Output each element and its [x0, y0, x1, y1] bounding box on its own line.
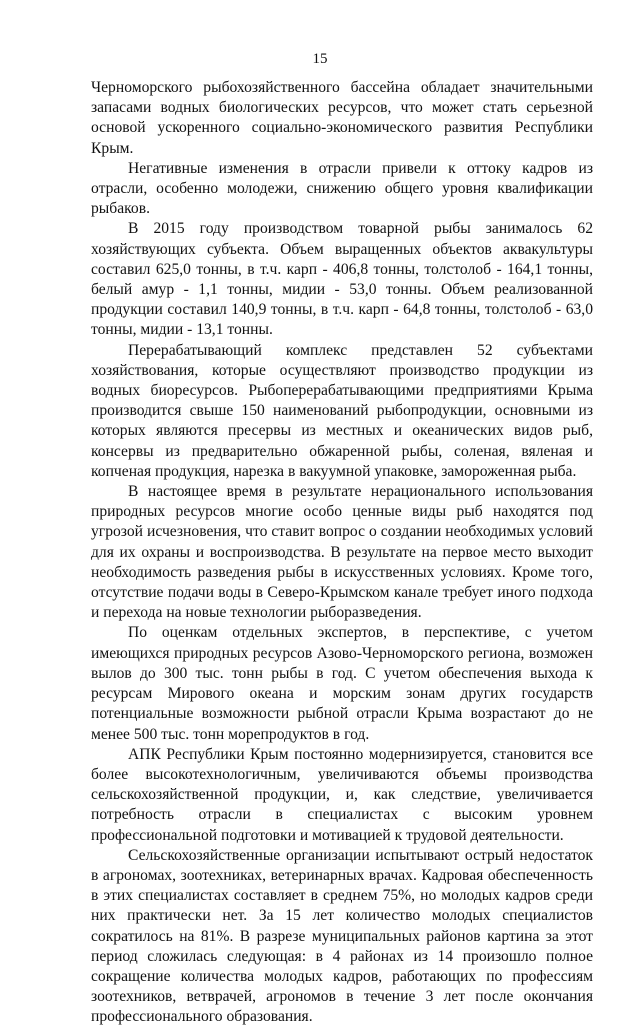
paragraph: Сельскохозяйственные организации испытывают острый недостаток в агрономах, зоотехниках, ветеринарных врачах. Кадровая обеспеченность в этих специалистах составляет в среднем 75%, но молодых кадров среди них практически нет. За 15 лет количество молодых специалистов сократилось на 81%. В разрезе муниципальных районов картина за этот период сложилась следующая: в 4 районах из 14 произошло полное сокращение количества молодых кадров, работающих по профессиям зоотехников, ветврачей, агрономов в течение 3 лет после окончания профессионального образования. [91, 846, 593, 1026]
paragraph: В 2015 году производством товарной рыбы занималось 62 хозяйствующих субъекта. Объем выращенных объектов аквакультуры составил 625,0 тонны, в т.ч. карп - 406,8 тонны, толстолоб - 164,1 тонны, белый амур - 1,1 тонны, мидии - 53,0 тонны. Объем реализованной продукции составил 140,9 тонны, в т.ч. карп - 64,8 тонны, толстолоб - 63,0 тонны, мидии - 13,1 тонны. [91, 220, 593, 339]
paragraph: Перерабатывающий комплекс представлен 52 субъектами хозяйствования, которые осуществляют производство продукции из водных биоресурсов. Рыбоперерабатывающими предприятиями Крыма производится свыше 150 наименований рыбопродукции, основными из которых являются пресервы из местных и океанических видов рыб, консервы из предварительно обжаренной рыбы, соленая, вяленая и копченая продукция, нарезка в вакуумной упаковке, замороженная рыба. [91, 341, 593, 480]
paragraph: АПК Республики Крым постоянно модернизируется, становится все более высокотехнологичным, увеличиваются объемы производства сельскохозяйственной продукции, и, как следствие, увеличивается потребность отрасли в специалистах с высоким уровнем профессиональной подготовки и мотивацией к трудовой деятельности. [91, 745, 593, 844]
paragraph: По оценкам отдельных экспертов, в перспективе, с учетом имеющихся природных ресурсов Азово-Черноморского региона, возможен вылов до 300 тыс. тонн рыбы в год. С учетом обеспечения выхода к ресурсам Мирового океана и морским зонам других государств потенциальные возможности рыбной отрасли Крыма возрастают до не менее 500 тыс. тонн морепродуктов в год. [91, 624, 593, 743]
document-body [91, 78, 593, 1028]
paragraph: В настоящее время в результате нерационального использования природных ресурсов многие особо ценные виды рыб находятся под угрозой исчезновения, что ставит вопрос о создании необходимых условий для их охраны и воспроизводства. В результате на первое место выходит необходимость разведения рыбы в искусственных условиях. Кроме того, отсутствие подачи воды в Северо-Крымском канале требует иного подхода и перехода на новые технологии рыборазведения. [91, 483, 593, 622]
paragraph-continued: Черноморского рыбохозяйственного бассейна обладает значительными запасами водных биологических ресурсов, что может стать серьезной основой ускоренного социально-экономического развития Республики Крым. [91, 79, 593, 157]
paragraph: Негативные изменения в отрасли привели к оттоку кадров из отрасли, особенно молодежи, снижению общего уровня квалификации рыбаков. [91, 159, 593, 218]
page-number: 15 [312, 51, 328, 67]
